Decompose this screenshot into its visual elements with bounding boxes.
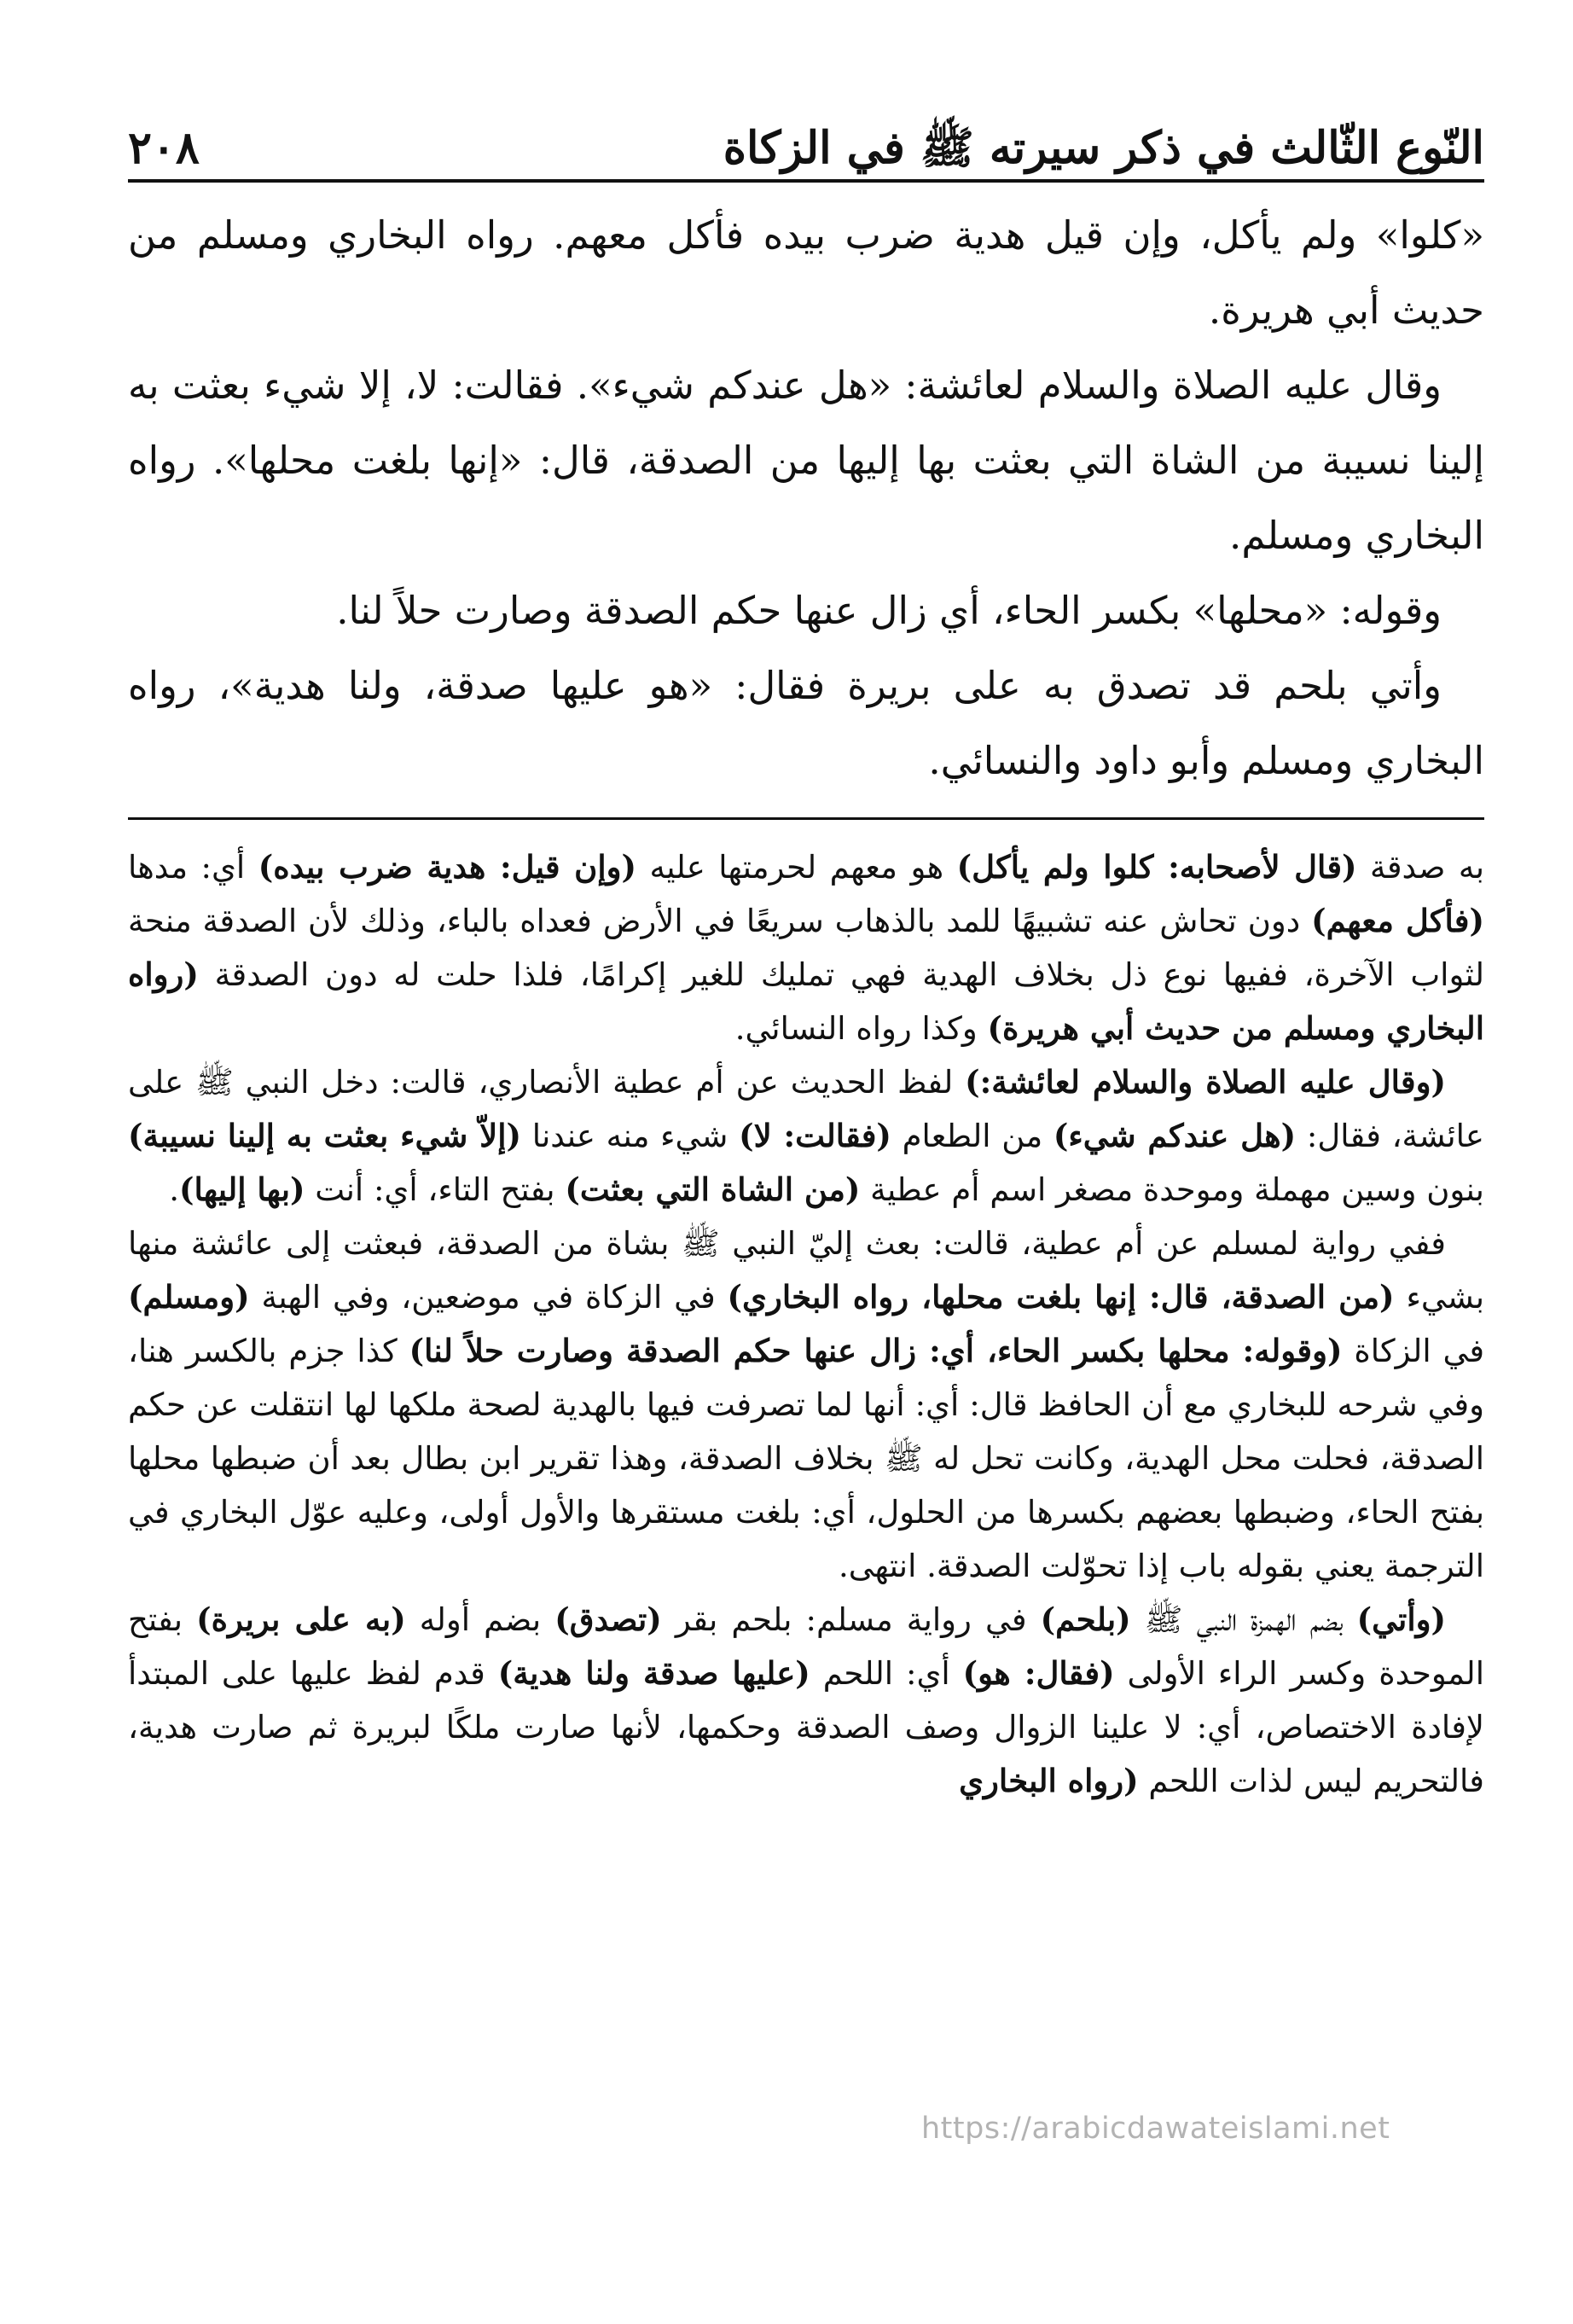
running-title: النّوع الثّالث في ذكر سيرته ﷺ في الزكاة bbox=[723, 122, 1484, 174]
commentary-run: شيء منه عندنا bbox=[521, 1118, 740, 1154]
commentary-run: بضم أوله bbox=[405, 1601, 555, 1638]
quoted-phrase: (قال لأصحابه: كلوا ولم يأكل) bbox=[956, 848, 1357, 886]
commentary-paragraph bbox=[128, 840, 1484, 1055]
commentary-run: به صدقة bbox=[1356, 849, 1484, 886]
commentary-paragraph bbox=[128, 1217, 1484, 1593]
quoted-phrase: (إلاّ شيء بعثت به إلينا نسيبة) bbox=[128, 1117, 522, 1154]
quoted-phrase: (فقال: هو) bbox=[962, 1654, 1115, 1692]
commentary-run: بفتح التاء، أي: أنت bbox=[305, 1171, 566, 1208]
quoted-phrase: (به على بريرة) bbox=[196, 1601, 406, 1638]
quoted-phrase: (بها إليها) bbox=[178, 1171, 305, 1208]
commentary-run: من الطعام bbox=[891, 1118, 1054, 1154]
main-paragraph: وقال عليه الصلاة والسلام لعائشة: «هل عندكم شيء». فقالت: لا، إلا شيء بعثت به إلينا نسيبة من الشاة التي بعثت بها إليها من الصدقة، قال: «إنها بلغت محلها». رواه البخاري ومسلم. bbox=[128, 363, 1484, 558]
commentary-run: . bbox=[169, 1171, 179, 1208]
commentary-paragraph bbox=[128, 1593, 1484, 1808]
quoted-phrase: (وإن قيل: هدية ضرب بيده) bbox=[258, 848, 636, 886]
commentary-run: وكذا رواه النسائي. bbox=[734, 1010, 988, 1047]
quoted-phrase: (فأكل معهم) bbox=[1311, 902, 1484, 939]
commentary-run: بضم الهمزة النبي ﷺ bbox=[1130, 1601, 1357, 1638]
commentary-run: كذا جزم بالكسر هنا، وفي شرحه للبخاري مع أن الحافظ قال: أي: أنها لما تصرفت فيها بالهدية لصحة ملكها لها انتقلت عن حكم الصدقة، فحلت محل الهدية، وكانت تحل له ﷺ بخلاف الصدقة، وهذا تقرير ابن بطال بعد أن ضبطها محلها بفتح الحاء، وضبطها بعضهم بكسرها من الحلول، أي: بلغت مستقرها والأول أولى، وعليه عوّل البخاري في الترجمة يعني بقوله باب إذا تحوّلت الصدقة. انتهى. bbox=[128, 1333, 1484, 1584]
commentary-paragraph bbox=[128, 1055, 1484, 1217]
book-page bbox=[128, 94, 1484, 1808]
quoted-phrase: (عليها صدقة ولنا هدية) bbox=[497, 1654, 810, 1692]
commentary-run: أي: اللحم bbox=[810, 1655, 963, 1692]
page-header bbox=[128, 94, 1484, 183]
commentary-run: في رواية مسلم: بلحم بقر bbox=[661, 1601, 1041, 1638]
main-paragraph: وقوله: «محلها» بكسر الحاء، أي زال عنها حكم الصدقة وصارت حلاً لنا. bbox=[336, 588, 1442, 633]
commentary-run: قدم لفظ عليها على المبتدأ لإفادة الاختصاص، أي: لا علينا الزوال وصف الصدقة وحكمها، لأنها صارت ملكًا لبريرة ثم صارت هدية، فالتحريم ليس لذات اللحم bbox=[128, 1655, 1484, 1799]
quoted-phrase: (رواه البخاري ومسلم من حديث أبي هريرة) bbox=[128, 956, 1484, 1047]
quoted-phrase: (هل عندكم شيء) bbox=[1053, 1117, 1297, 1154]
quoted-phrase: (وقال عليه الصلاة والسلام لعائشة:) bbox=[965, 1063, 1446, 1101]
watermark-url: https://arabicdawateislami.net bbox=[921, 2112, 1390, 2146]
commentary-text bbox=[128, 840, 1484, 1808]
commentary-run: هو معهم لحرمتها عليه bbox=[636, 849, 957, 886]
quoted-phrase: (ومسلم) bbox=[128, 1278, 250, 1316]
commentary-run: لفظ الحديث عن أم عطية الأنصاري، قالت: دخل النبي ﷺ على عائشة، فقال: bbox=[128, 1064, 1485, 1154]
quoted-phrase: (من الصدقة، قال: إنها بلغت محلها، رواه البخاري) bbox=[727, 1278, 1395, 1316]
commentary-run: بفتح الموحدة وكسر الراء الأولى bbox=[128, 1601, 1484, 1692]
commentary-run: ففي رواية لمسلم عن أم عطية، قالت: بعث إليّ النبي ﷺ بشاة من الصدقة، فبعثت إلى عائشة منها بشيء bbox=[128, 1225, 1484, 1316]
quoted-phrase: (رواه البخاري bbox=[959, 1762, 1139, 1799]
main-text bbox=[128, 198, 1484, 799]
commentary-run: أي: مدها bbox=[128, 849, 258, 886]
commentary-run: في الزكاة bbox=[1342, 1333, 1485, 1369]
commentary-run: بنون وسين مهملة وموحدة مصغر اسم أم عطية bbox=[860, 1171, 1484, 1208]
main-paragraph: وأتي بلحم قد تصدق به على بريرة فقال: «هو عليها صدقة، ولنا هدية»، رواه البخاري ومسلم وأبو داود والنسائي. bbox=[128, 663, 1484, 783]
section-divider bbox=[128, 817, 1484, 820]
quoted-phrase: (وأتي) bbox=[1356, 1601, 1446, 1638]
quoted-phrase: (تصدق) bbox=[554, 1601, 662, 1638]
commentary-run: في الزكاة في موضعين، وفي الهبة bbox=[249, 1279, 728, 1316]
main-paragraph: «كلوا» ولم يأكل، وإن قيل هدية ضرب بيده فأكل معهم. رواه البخاري ومسلم من حديث أبي هريرة. bbox=[128, 212, 1484, 333]
quoted-phrase: (من الشاة التي بعثت) bbox=[565, 1171, 861, 1208]
quoted-phrase: (بلحم) bbox=[1040, 1601, 1131, 1638]
quoted-phrase: (وقوله: محلها بكسر الحاء، أي: زال عنها حكم الصدقة وصارت حلاً لنا) bbox=[409, 1332, 1343, 1369]
quoted-phrase: (فقالت: لا) bbox=[739, 1117, 891, 1154]
page-number: ٢٠٨ bbox=[128, 122, 200, 174]
commentary-run: دون تحاش عنه تشبيهًا للمد بالذهاب سريعًا في الأرض فعداه بالباء، وذلك لأن الصدقة منحة لثواب الآخرة، ففيها نوع ذل بخلاف الهدية فهي تمليك للغير إكرامًا، فلذا حلت له دون الصدقة bbox=[128, 903, 1484, 993]
